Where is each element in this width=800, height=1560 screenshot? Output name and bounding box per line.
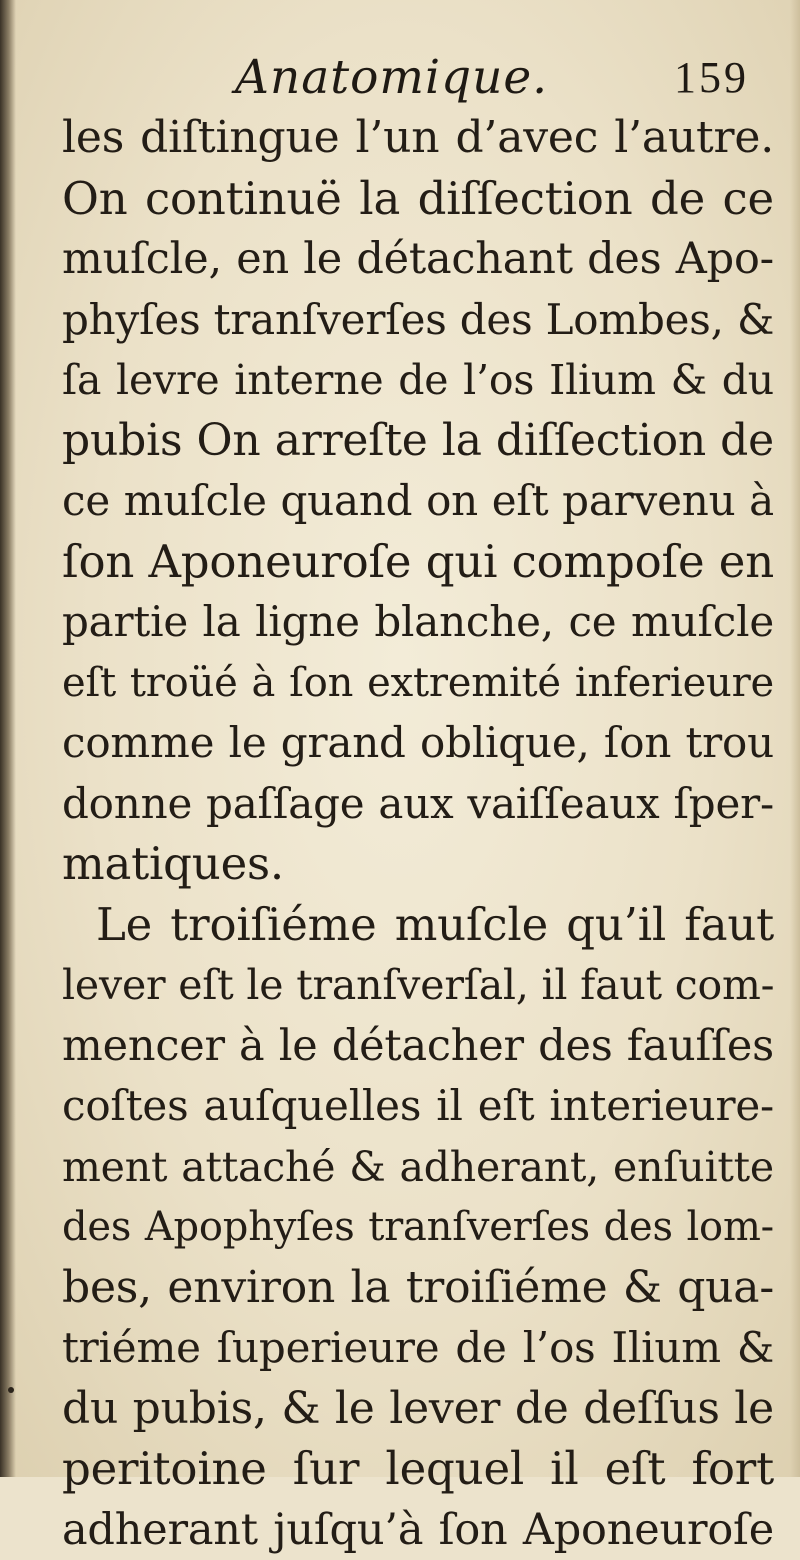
- text-line: bes, environ la troiſiéme & qua-: [62, 1258, 774, 1319]
- ink-speck: [8, 1387, 14, 1393]
- running-head: [0, 50, 800, 106]
- text-line: triéme ſuperieure de l’os Ilium &: [62, 1318, 774, 1379]
- page-number: 159: [674, 50, 749, 106]
- paragraph-start-line: Le troiſiéme muſcle qu’il faut: [62, 895, 774, 956]
- text-line: ſon Aponeuroſe qui compoſe en: [62, 532, 774, 593]
- text-line: eſt troüé à ſon extremité inferieure: [62, 653, 774, 714]
- text-line: adherant juſqu’à ſon Aponeuroſe: [62, 1500, 774, 1560]
- text-line: On continuë la diſſection de ce: [62, 169, 774, 230]
- text-line: donne paſſage aux vaiſſeaux ſper-: [62, 774, 774, 835]
- paragraph-end-line: matiques.: [62, 834, 774, 895]
- binding-shadow: [0, 0, 16, 1477]
- text-line: partie la ligne blanche, ce muſcle: [62, 592, 774, 653]
- text-line: peritoine ſur lequel il eſt fort: [62, 1439, 774, 1500]
- text-line: comme le grand oblique, ſon trou: [62, 713, 774, 774]
- text-line: phyſes tranſverſes des Lombes, &: [62, 290, 774, 351]
- text-line: ſa levre interne de l’os Ilium & du: [62, 350, 774, 411]
- body-text: [62, 108, 774, 1560]
- running-title: Anatomique.: [235, 50, 548, 106]
- text-line: des Apophyſes tranſverſes des lom-: [62, 1197, 774, 1258]
- text-line: du pubis, & le lever de deſſus le: [62, 1379, 774, 1440]
- page-edge: [790, 0, 800, 1477]
- text-line: pubis On arreſte la diſſection de: [62, 411, 774, 472]
- text-line: coſtes auſquelles il eſt interieure-: [62, 1076, 774, 1137]
- text-line: mencer à le détacher des fauſſes: [62, 1016, 774, 1077]
- text-line: les diſtingue l’un d’avec l’autre.: [62, 108, 774, 169]
- text-line: muſcle, en le détachant des Apo-: [62, 229, 774, 290]
- text-line: lever eſt le tranſverſal, il faut com-: [62, 955, 774, 1016]
- text-line: ment attaché & adherant, enſuitte: [62, 1137, 774, 1198]
- text-line: ce muſcle quand on eſt parvenu à: [62, 471, 774, 532]
